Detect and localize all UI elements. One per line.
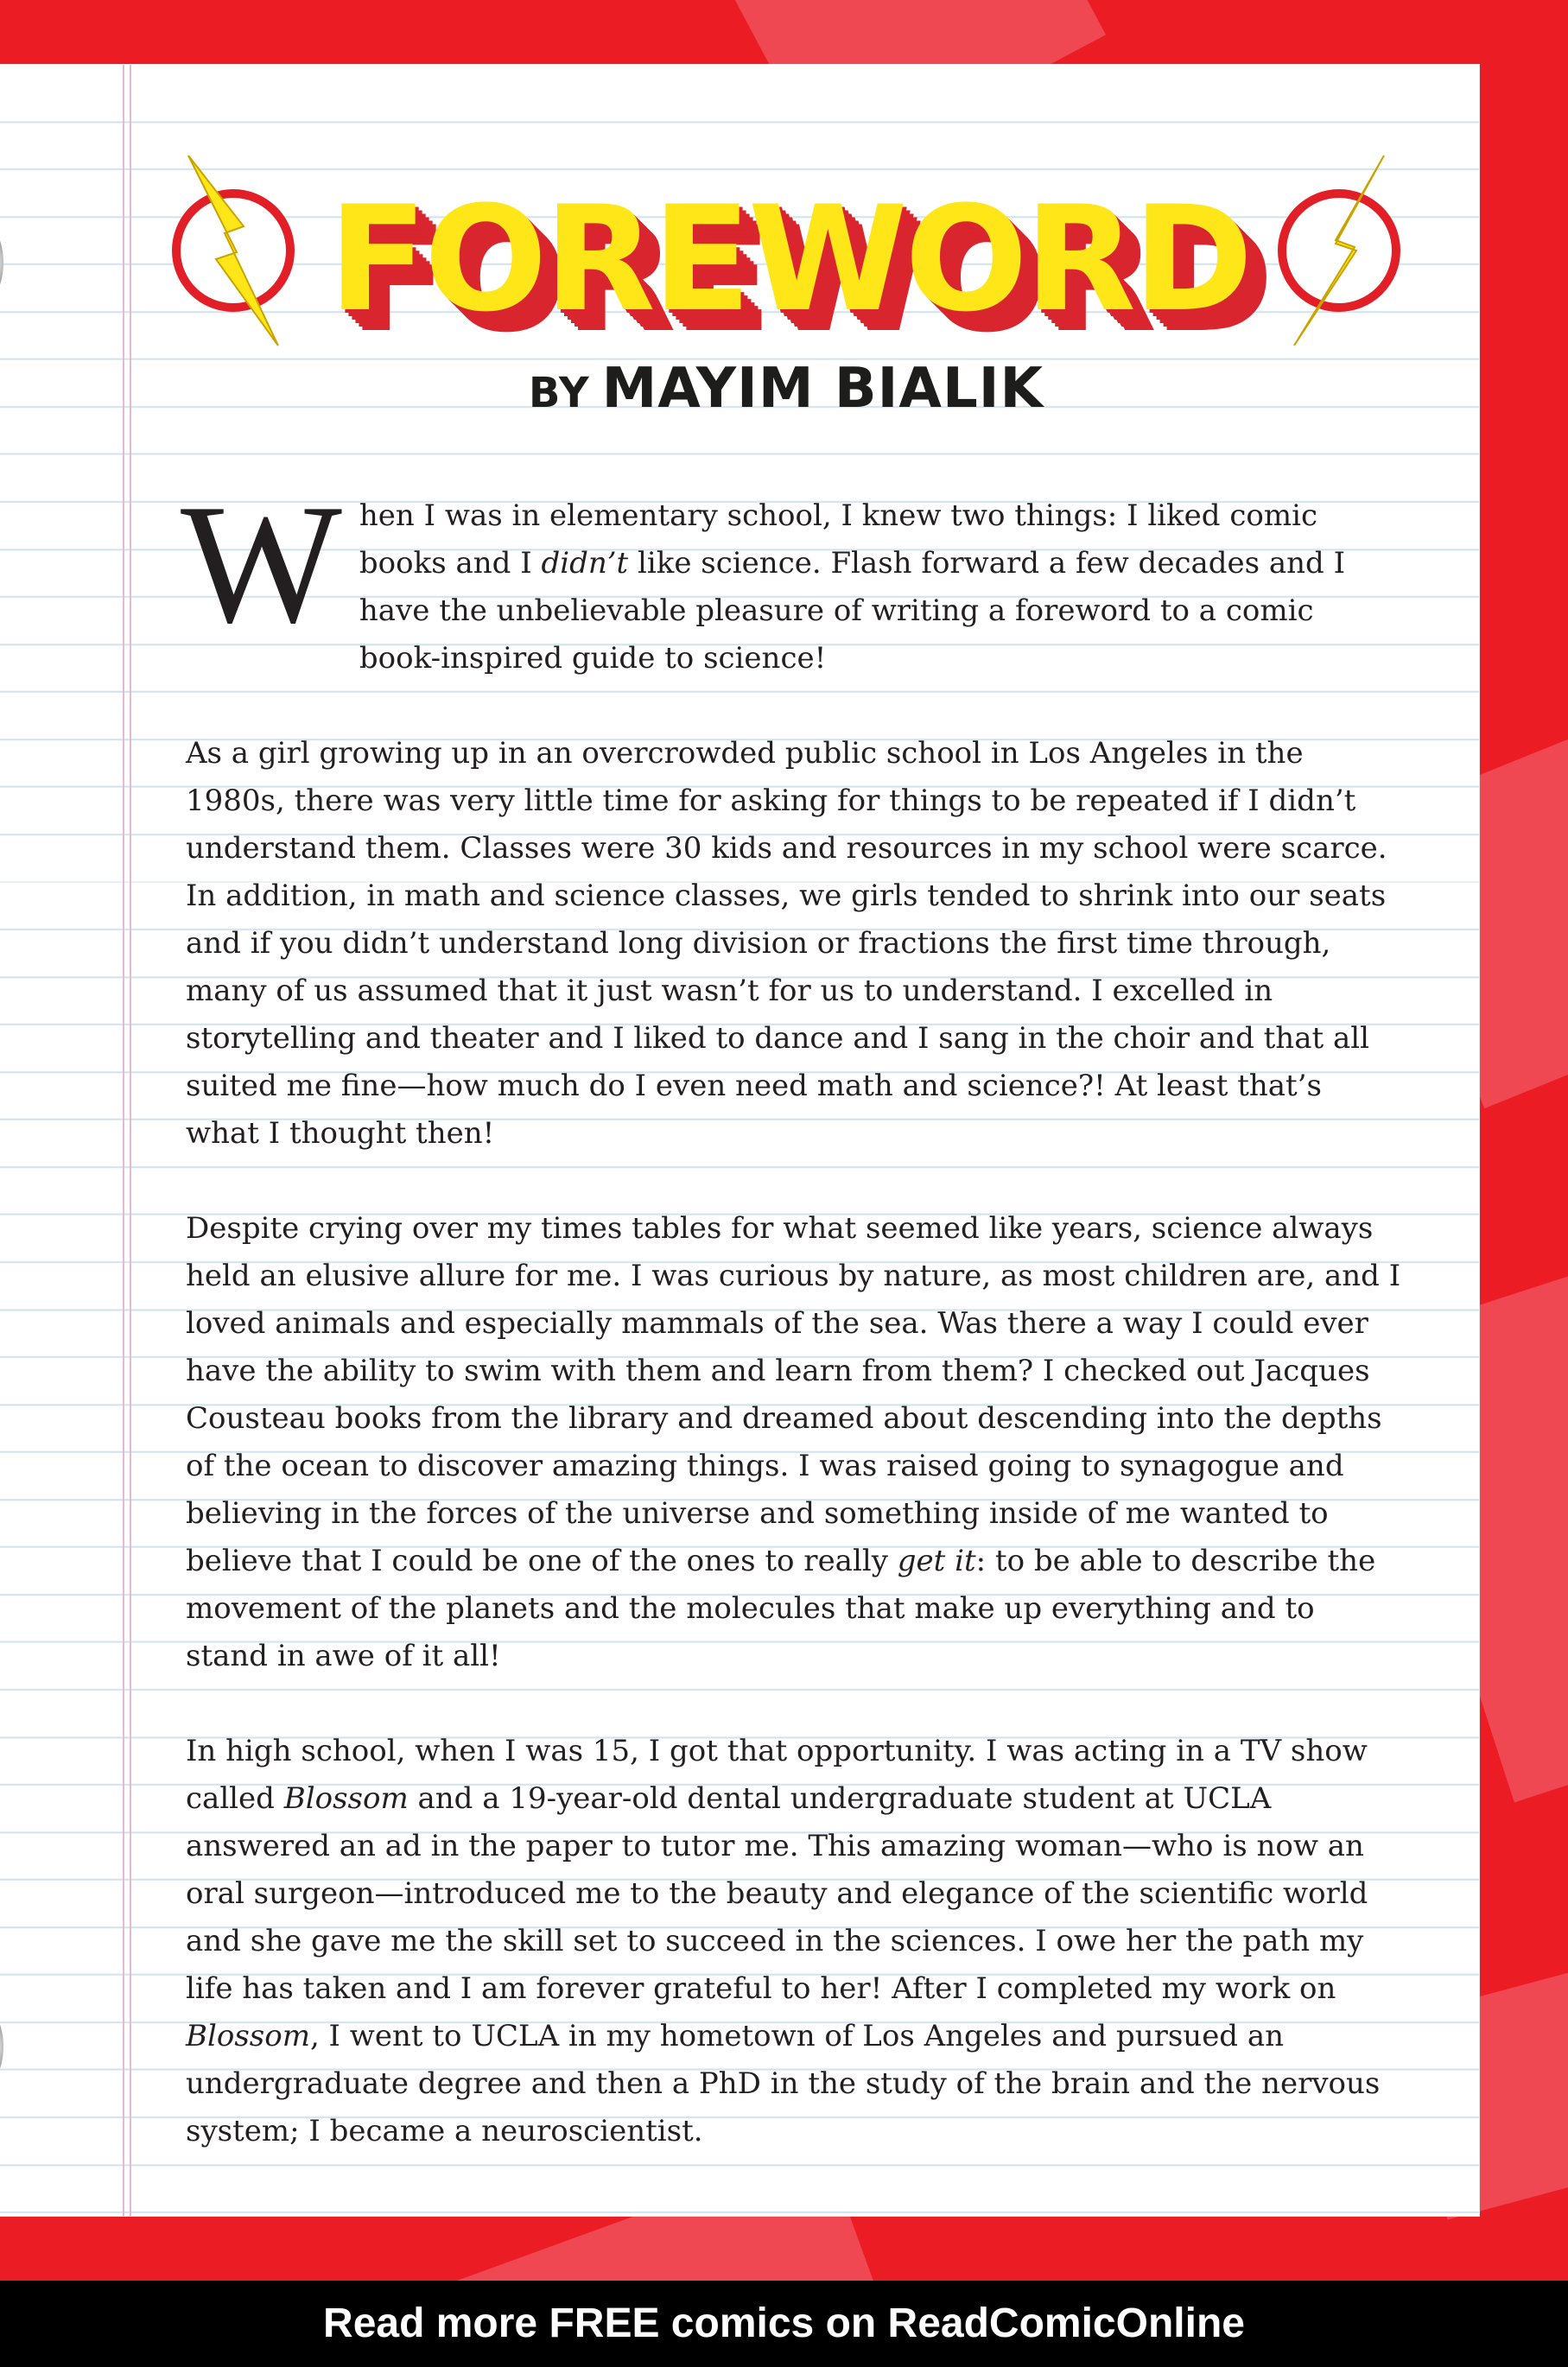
- paragraph-4-end: , I went to UCLA in my hometown of Los Angeles and pursued an undergraduate degree and then a PhD in the study of the brain and the nervous system; I became a neuroscientist.: [186, 2019, 1381, 2148]
- lightning-bolt-emblem-icon: [164, 147, 302, 354]
- show-title-italic: Blossom: [283, 1781, 409, 1816]
- paragraph-4: [186, 1728, 1404, 2155]
- show-title-italic: Blossom: [186, 2019, 310, 2053]
- paragraph-3: [186, 1205, 1404, 1680]
- paragraph-1-end: like science. Flash forward a few decades and I have the unbelievable pleasure of writing a foreword to a comic book-inspired guide to science!: [359, 546, 1346, 676]
- paragraph-4-middle: and a 19-year-old dental undergraduate student at UCLA answered an ad in the paper to tutor me. This amazing woman—who is now an oral surgeon—introduced me to the beauty and elegance of the scientific world and she gave me the skill set to succeed in the sciences. I owe her the path my life has taken and I am forever grateful to her! After I completed my work on: [186, 1781, 1368, 2006]
- author-byline: [501, 354, 1071, 423]
- paragraph-1-text: hen I was in elementary school, I knew two things: I liked comic books and I: [359, 498, 1318, 581]
- paragraph-3-text: Despite crying over my times tables for what seemed like years, science always held an elusive allure for me. I was curious by nature, as most children are, and I loved animals and especially mammals of the sea. Was there a way I could ever have the ability to swim with them and learn from them? I checked out Jacques Cousteau books from the library and dreamed about descending into the depths of the ocean to discover amazing things. I was raised going to synagogue and believing in the forces of the universe and something inside of me wanted to believe that I could be one of the ones to really: [186, 1211, 1401, 1578]
- byline-prefix: BY: [528, 369, 590, 417]
- footer-link-text[interactable]: Read more FREE comics on ReadComicOnline: [323, 2300, 1245, 2346]
- page-header: [0, 138, 1479, 423]
- paragraph-1: [181, 469, 1404, 682]
- paragraph-1-italic: didn’t: [541, 546, 629, 581]
- paragraph-3-italic: get it: [897, 1544, 976, 1578]
- foreword-body: [181, 469, 1404, 2155]
- drop-cap: W: [181, 469, 342, 658]
- binder-hole: [0, 2008, 3, 2085]
- author-name: MAYIM BIALIK: [601, 357, 1044, 421]
- paragraph-4-text: In high school, when I was 15, I got that opportunity. I was acting in a TV show called: [186, 1734, 1368, 1816]
- paragraph-3-end: : to be able to describe the movement of the planets and the molecules that make up everything and to stand in awe of it all!: [186, 1544, 1376, 1673]
- footer-banner[interactable]: [0, 2281, 1568, 2367]
- lightning-bolt-emblem-icon: [1270, 147, 1408, 354]
- page-title: FOREWORD: [328, 175, 1250, 344]
- paragraph-2: As a girl growing up in an overcrowded public school in Los Angeles in the 1980s, there was very little time for asking for things to be repeated if I didn’t understand them. Classes were 30 kids and resources in my school were scarce. In addition, in math and science classes, we girls tended to shrink into our seats and if you didn’t understand long division or fractions the first time through, many of us assumed that it just wasn’t for us to understand. I excelled in storytelling and theater and I liked to dance and I sang in the choir and that all suited me fine—how much do I even need math and science?! At least that’s what I thought then!: [186, 736, 1387, 1151]
